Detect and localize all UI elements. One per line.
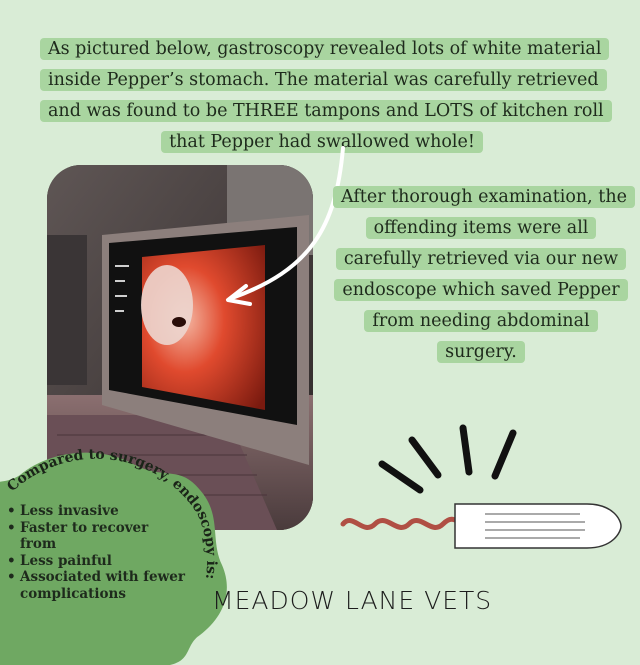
benefits-list [4,503,190,602]
benefit-item: • Less invasive [4,503,190,520]
benefit-item: • Faster to recover from [4,520,150,553]
benefit-item: • Less painful [4,553,190,570]
tampon-icon [335,420,630,575]
benefit-item: • Associated with fewer complications [4,569,190,602]
right-caption: After thorough examination, the offending items were all carefully retrieved via our new endoscope which saved Pepper from needing abdominal surgery. [333,182,629,368]
brand-name: MEADOW LANE VETS [212,586,493,615]
burst-lines-icon [382,428,513,490]
top-caption: As pictured below, gastroscopy revealed lots of white material inside Pepper’s stomach. The material was carefully retrieved and was found to be THREE tampons and LOTS of kitchen roll that Pepper had swallowed whole! [40,34,604,158]
svg-text:Compared to surgery, endoscopy: Compared to surgery, endoscopy is: [4,446,220,581]
